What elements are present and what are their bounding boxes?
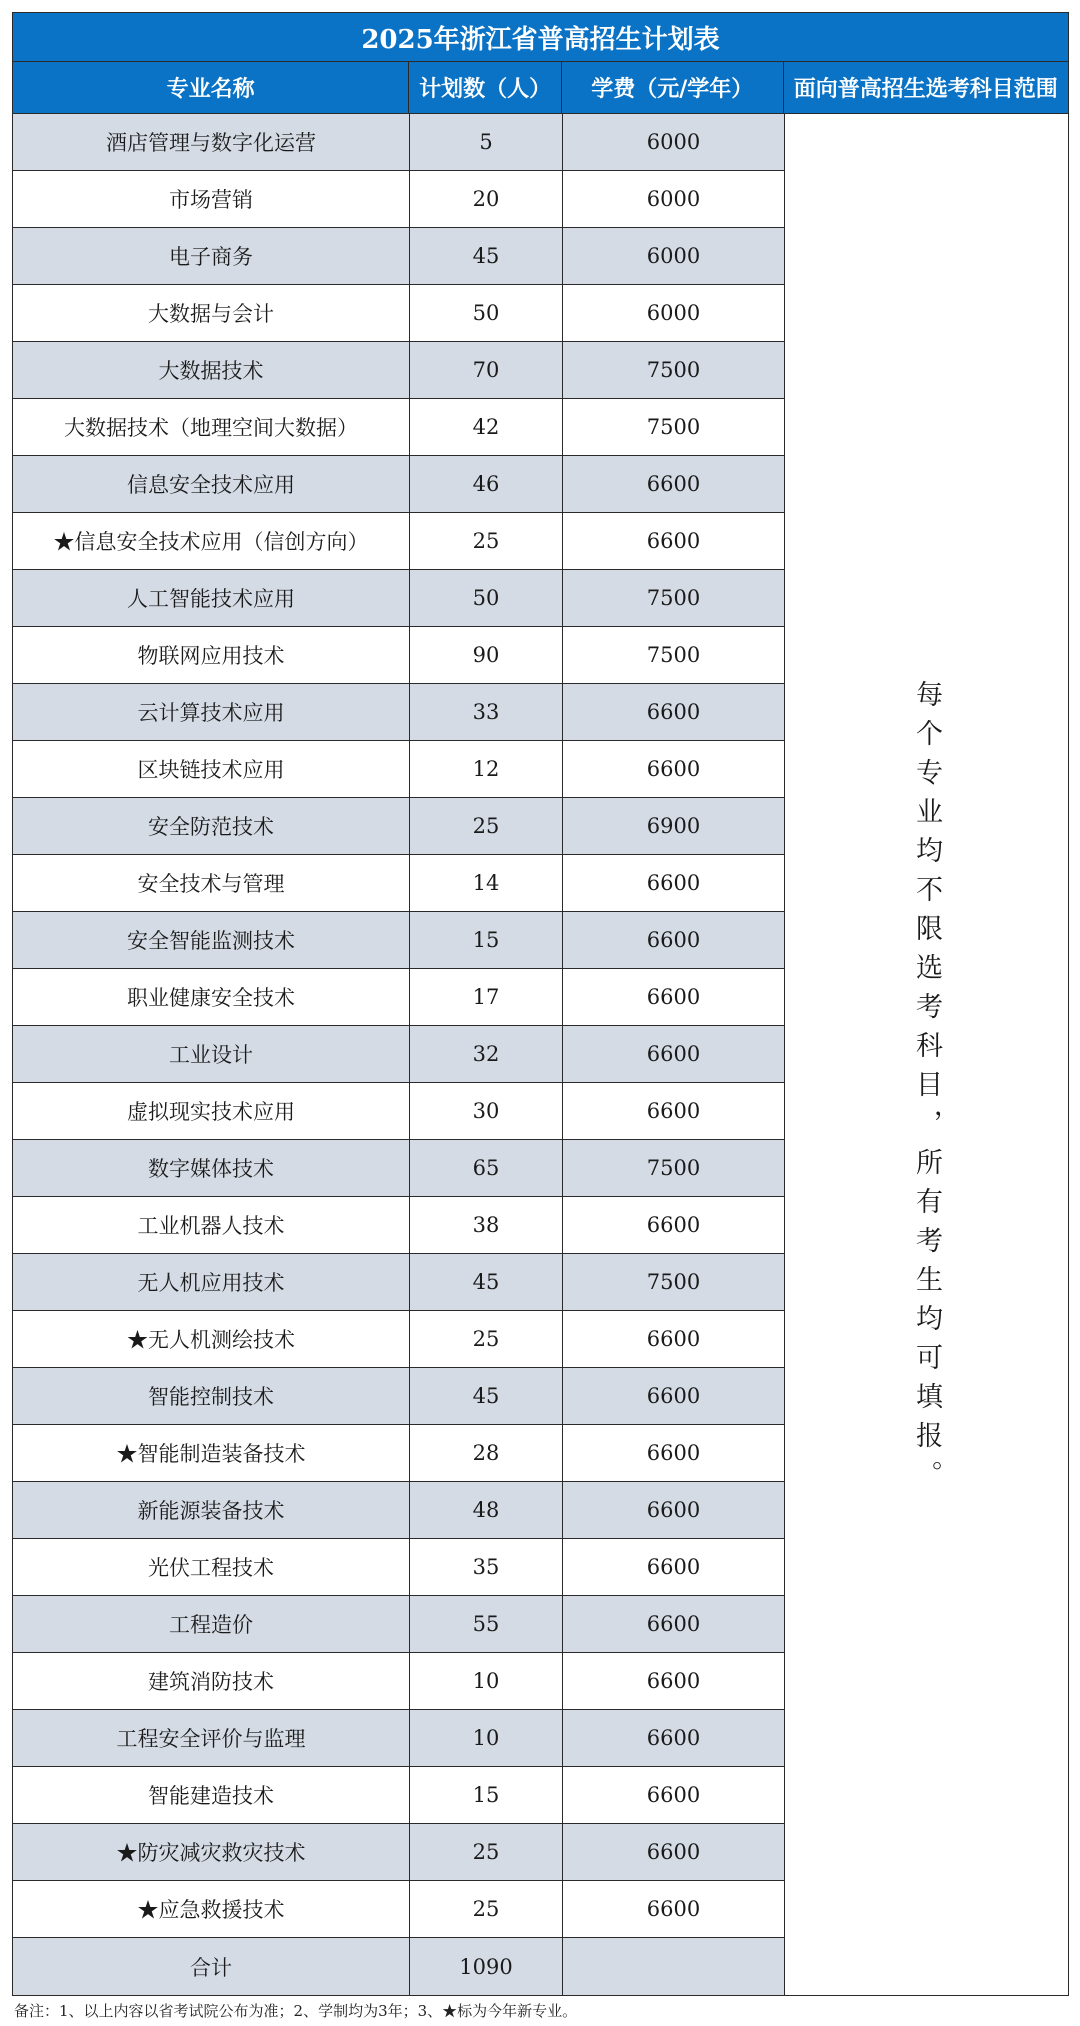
header-plan-count: 计划数（人）: [409, 62, 562, 113]
plan-count-cell: 10: [410, 1653, 563, 1709]
table-row: [13, 1311, 785, 1368]
major-name-cell: ★无人机测绘技术: [13, 1311, 410, 1367]
plan-count-cell: 45: [410, 1368, 563, 1424]
subject-scope-cell: [785, 114, 1068, 1995]
major-name-cell: 建筑消防技术: [13, 1653, 410, 1709]
enrollment-plan-table: [12, 12, 1069, 1996]
table-row: [13, 456, 785, 513]
table-row: [13, 627, 785, 684]
plan-count-cell: 32: [410, 1026, 563, 1082]
table-row: [13, 1824, 785, 1881]
plan-count-cell: 90: [410, 627, 563, 683]
tuition-cell: 7500: [563, 1140, 785, 1196]
plan-count-cell: 20: [410, 171, 563, 227]
plan-count-cell: 45: [410, 228, 563, 284]
tuition-cell: 6600: [563, 1824, 785, 1880]
major-name-cell: 工业设计: [13, 1026, 410, 1082]
major-name-cell: 云计算技术应用: [13, 684, 410, 740]
tuition-cell: 6600: [563, 969, 785, 1025]
table-row: [13, 798, 785, 855]
tuition-cell: 7500: [563, 399, 785, 455]
tuition-cell: 7500: [563, 342, 785, 398]
table-row: [13, 969, 785, 1026]
tuition-cell: 7500: [563, 627, 785, 683]
table-body: [12, 114, 1069, 1996]
plan-count-cell: 25: [410, 513, 563, 569]
major-name-cell: 大数据技术: [13, 342, 410, 398]
plan-count-cell: 17: [410, 969, 563, 1025]
table-row: [13, 1767, 785, 1824]
header-subject-scope: 面向普高招生选考科目范围: [793, 76, 1058, 102]
plan-count-cell: 1090: [410, 1938, 563, 1995]
table-rows: [13, 114, 785, 1995]
table-title: 2025年浙江省普高招生计划表: [12, 12, 1069, 62]
tuition-cell: 6600: [563, 456, 785, 512]
tuition-cell: 6600: [563, 1710, 785, 1766]
table-row: [13, 342, 785, 399]
major-name-cell: 数字媒体技术: [13, 1140, 410, 1196]
table-row: [13, 684, 785, 741]
major-name-cell: 工程造价: [13, 1596, 410, 1652]
major-name-cell: ★智能制造装备技术: [13, 1425, 410, 1481]
tuition-cell: 6600: [563, 912, 785, 968]
tuition-cell: 6600: [563, 1482, 785, 1538]
table-row: [13, 1881, 785, 1938]
tuition-cell: 6000: [563, 171, 785, 227]
table-row: [13, 570, 785, 627]
major-name-cell: 大数据技术（地理空间大数据）: [13, 399, 410, 455]
plan-count-cell: 15: [410, 1767, 563, 1823]
plan-count-cell: 33: [410, 684, 563, 740]
tuition-cell: 6600: [563, 1425, 785, 1481]
table-row: [13, 912, 785, 969]
plan-count-cell: 25: [410, 1881, 563, 1937]
tuition-cell: 6000: [563, 114, 785, 170]
major-name-cell: 人工智能技术应用: [13, 570, 410, 626]
tuition-cell: 6600: [563, 1767, 785, 1823]
table-row: [13, 513, 785, 570]
plan-count-cell: 50: [410, 285, 563, 341]
major-name-cell: 电子商务: [13, 228, 410, 284]
plan-count-cell: 55: [410, 1596, 563, 1652]
major-name-cell: 安全智能监测技术: [13, 912, 410, 968]
major-name-cell: 光伏工程技术: [13, 1539, 410, 1595]
table-row: [13, 1425, 785, 1482]
plan-count-cell: 28: [410, 1425, 563, 1481]
table-row: [13, 1140, 785, 1197]
plan-count-cell: 65: [410, 1140, 563, 1196]
major-name-cell: 合计: [13, 1938, 410, 1995]
table-row: [13, 855, 785, 912]
major-name-cell: 虚拟现实技术应用: [13, 1083, 410, 1139]
tuition-cell: 6600: [563, 1881, 785, 1937]
major-name-cell: 职业健康安全技术: [13, 969, 410, 1025]
plan-count-cell: 38: [410, 1197, 563, 1253]
table-row: [13, 1026, 785, 1083]
table-row: [13, 1197, 785, 1254]
footnote: 备注：1、以上内容以省考试院公布为准；2、学制均为3年；3、★标为今年新专业。: [14, 2002, 578, 2020]
table-header-row: [12, 62, 1069, 114]
plan-count-cell: 12: [410, 741, 563, 797]
table-row: [13, 228, 785, 285]
total-row: [13, 1938, 785, 1995]
table-row: [13, 1083, 785, 1140]
major-name-cell: 物联网应用技术: [13, 627, 410, 683]
table-row: [13, 114, 785, 171]
tuition-cell: 6600: [563, 1197, 785, 1253]
table-row: [13, 1710, 785, 1767]
table-row: [13, 1482, 785, 1539]
major-name-cell: 智能建造技术: [13, 1767, 410, 1823]
tuition-cell: 6600: [563, 1653, 785, 1709]
tuition-cell: 7500: [563, 1254, 785, 1310]
plan-count-cell: 45: [410, 1254, 563, 1310]
tuition-cell: 6600: [563, 741, 785, 797]
tuition-cell: [563, 1938, 785, 1995]
major-name-cell: 工程安全评价与监理: [13, 1710, 410, 1766]
tuition-cell: 6600: [563, 1083, 785, 1139]
major-name-cell: 区块链技术应用: [13, 741, 410, 797]
tuition-cell: 6600: [563, 1596, 785, 1652]
table-row: [13, 1653, 785, 1710]
plan-count-cell: 25: [410, 1311, 563, 1367]
tuition-cell: 6600: [563, 1026, 785, 1082]
major-name-cell: 市场营销: [13, 171, 410, 227]
table-row: [13, 1368, 785, 1425]
plan-count-cell: 25: [410, 1824, 563, 1880]
tuition-cell: 6600: [563, 684, 785, 740]
major-name-cell: 智能控制技术: [13, 1368, 410, 1424]
major-name-cell: 工业机器人技术: [13, 1197, 410, 1253]
plan-count-cell: 35: [410, 1539, 563, 1595]
major-name-cell: ★信息安全技术应用（信创方向）: [13, 513, 410, 569]
table-row: [13, 1596, 785, 1653]
major-name-cell: 大数据与会计: [13, 285, 410, 341]
plan-count-cell: 48: [410, 1482, 563, 1538]
tuition-cell: 6000: [563, 285, 785, 341]
major-name-cell: ★应急救援技术: [13, 1881, 410, 1937]
major-name-cell: 新能源装备技术: [13, 1482, 410, 1538]
tuition-cell: 6600: [563, 1368, 785, 1424]
tuition-cell: 6600: [563, 855, 785, 911]
plan-count-cell: 30: [410, 1083, 563, 1139]
tuition-cell: 6900: [563, 798, 785, 854]
major-name-cell: 无人机应用技术: [13, 1254, 410, 1310]
plan-count-cell: 5: [410, 114, 563, 170]
tuition-cell: 6600: [563, 513, 785, 569]
plan-count-cell: 15: [410, 912, 563, 968]
table-row: [13, 399, 785, 456]
table-row: [13, 1254, 785, 1311]
header-major-name: 专业名称: [13, 62, 409, 113]
plan-count-cell: 25: [410, 798, 563, 854]
plan-count-cell: 46: [410, 456, 563, 512]
major-name-cell: ★防灾减灾救灾技术: [13, 1824, 410, 1880]
plan-count-cell: 10: [410, 1710, 563, 1766]
major-name-cell: 酒店管理与数字化运营: [13, 114, 410, 170]
table-row: [13, 171, 785, 228]
major-name-cell: 安全技术与管理: [13, 855, 410, 911]
tuition-cell: 6600: [563, 1539, 785, 1595]
major-name-cell: 信息安全技术应用: [13, 456, 410, 512]
table-row: [13, 1539, 785, 1596]
tuition-cell: 7500: [563, 570, 785, 626]
subject-scope-text: 每个专业均不限选考科目，所有考生均可填报。: [911, 680, 942, 1499]
plan-count-cell: 50: [410, 570, 563, 626]
tuition-cell: 6600: [563, 1311, 785, 1367]
plan-count-cell: 70: [410, 342, 563, 398]
table-row: [13, 741, 785, 798]
header-tuition: 学费（元/学年）: [562, 62, 784, 113]
tuition-cell: 6000: [563, 228, 785, 284]
plan-count-cell: 14: [410, 855, 563, 911]
plan-count-cell: 42: [410, 399, 563, 455]
table-row: [13, 285, 785, 342]
major-name-cell: 安全防范技术: [13, 798, 410, 854]
